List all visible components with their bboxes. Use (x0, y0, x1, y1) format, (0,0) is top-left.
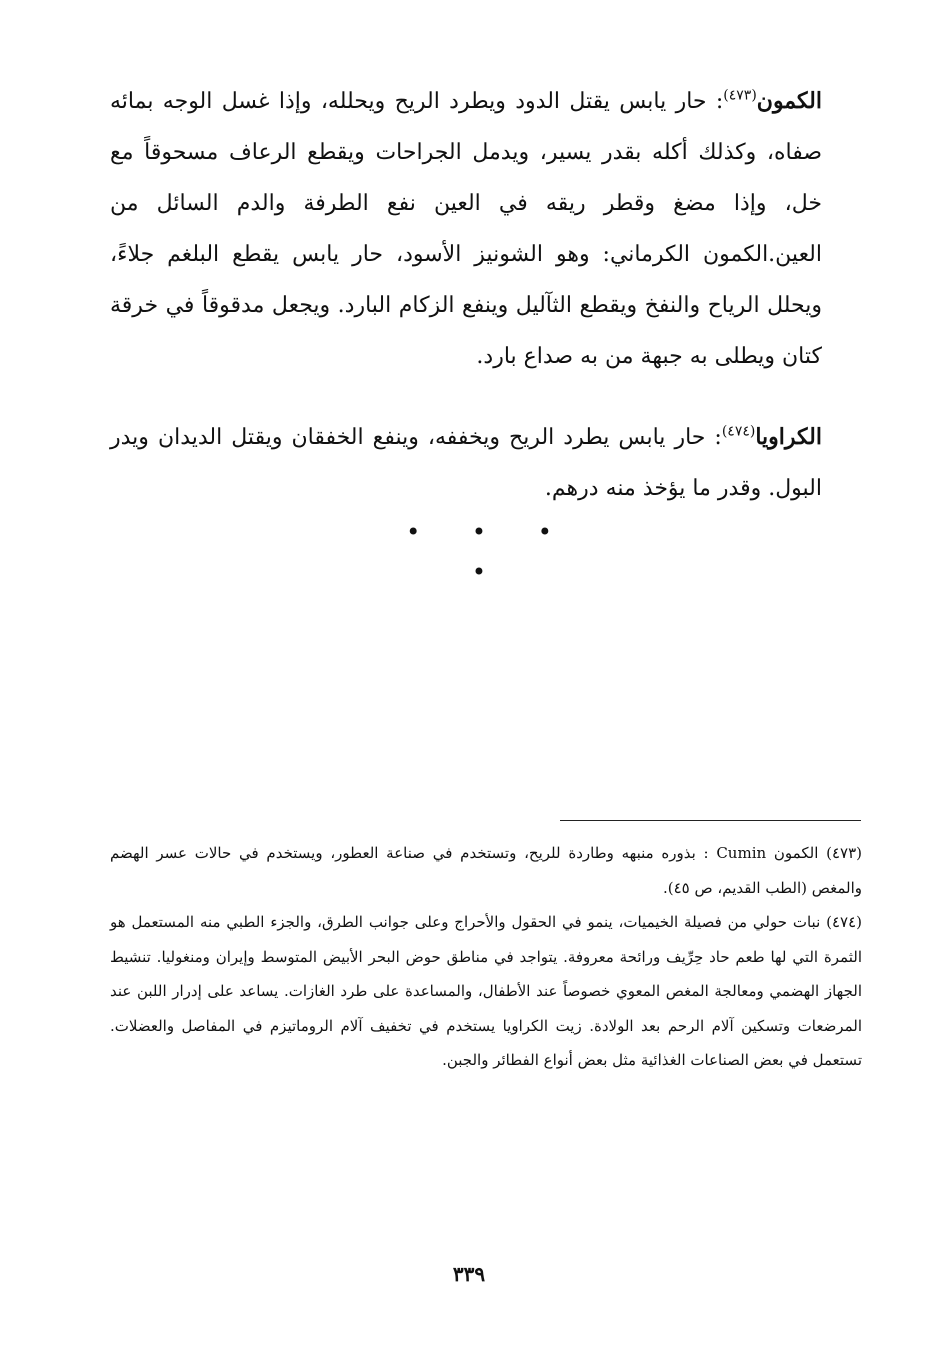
entry-text: : حار يابس يقتل الدود ويطرد الريح ويحلله، وإذا غسل الوجه بمائه صفاه، وكذلك أكله بقدر يسير، ويدمل الجراحات ويقطع الرعاف مسحوقاً مع خل، وإذا مضغ وقطر ريقه في العين نفع الطرفة والدم السائل من العين.الكمون الكرماني: وهو الشونيز الأسود، حار يابس يقطع البلغم جلاءً، ويحلل الرياح والنفخ ويقطع الثآليل وينفع الزكام البارد. ويجعل مدقوقاً في خرقة كتان ويطلى به جبهة من به صداع بارد. (110, 89, 822, 369)
page-number: ٣٣٩ (452, 1262, 486, 1286)
footnotes (110, 836, 862, 1078)
entry-caraway (110, 412, 822, 514)
footnote-473 (110, 836, 862, 905)
entry-cumin (110, 76, 822, 382)
footnote-divider (560, 820, 861, 821)
footnote-text: (٤٧٤) نبات حولي من فصيلة الخيميات، ينمو في الحقول والأحراج وعلى جوانب الطرق، والجزء الطبي منه المستعمل هو الثمرة التي لها طعم حاد حِرِّيف ورائحة معروفة. يتواجد في مناطق حوض البحر الأبيض المتوسط وإيران ومنغوليا. تنشيط الجهاز الهضمي ومعالجة المغص المعوي خصوصاً عند الأطفال، والمساعدة على طرد الغازات. يساعد على إدرار اللبن عند المرضعات وتسكين آلام الرحم بعد الولادة. زيت الكراويا يستخدم في تخفيف آلام الروماتيزم في المفاصل والعضلات. تستعمل في بعض الصناعات الغذائية مثل بعض أنواع الفطائر والجبن. (110, 913, 862, 1069)
entry-term: الكراويا (755, 424, 822, 450)
section-separator: • • • • (406, 518, 574, 586)
entry-text: : حار يابس يطرد الريح ويخففه، وينفع الخفقان ويقتل الديدان ويدر البول. وقدر ما يؤخذ منه درهم. (110, 425, 822, 501)
footnote-text: (٤٧٣) الكمون Cumin : بذوره منبهه وطاردة للريح، وتستخدم في صناعة العطور، ويستخدم في حالات عسر الهضم والمغص (الطب القديم، ص ٤٥). (110, 844, 862, 897)
footnote-reference: (٤٧٤) (721, 423, 756, 440)
footnote-reference: (٤٧٣) (723, 87, 757, 104)
footnote-474 (110, 905, 862, 1078)
entry-term: الكمون (756, 88, 822, 114)
